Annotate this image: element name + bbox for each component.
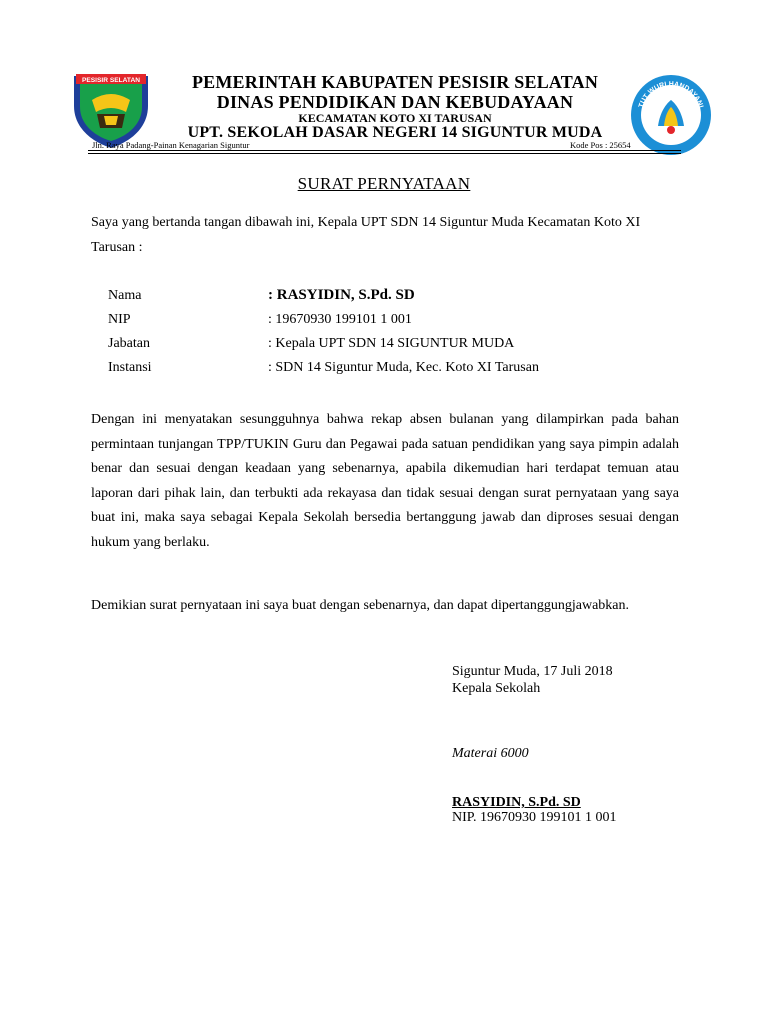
pesisir-selatan-logo — [70, 70, 152, 150]
identity-label-nama: Nama — [108, 288, 142, 303]
statement-paragraph: Dengan ini menyatakan sesungguhnya bahwa rekap absen bulanan yang dilampirkan pada bahan permintaan tunjangan TPP/TUKIN Guru dan Pegawai pada satuan pendidikan yang saya pimpin adalah benar dan sesuai dengan keadaan yang sebenarnya, apabila dikemudian hari terdapat temuan atau laporan dari pihak lain, dan terbukti ada rekayasa dan tidak sesuai dengan surat pernyataan yang saya buat ini, maka saya sebagai Kepala Sekolah bersedia bertanggung jawab dan diproses sesuai dengan hukum yang berlaku. — [91, 412, 679, 550]
closing-paragraph: Demikian surat pernyataan ini saya buat dengan sebenarnya, dan dapat dipertanggungjawabkan. — [91, 598, 630, 613]
signature-place-date: Siguntur Muda, 17 Juli 2018 — [452, 664, 613, 679]
svg-text:PESISIR SELATAN: PESISIR SELATAN — [81, 77, 141, 84]
signatory-name: RASYIDIN, S.Pd. SD — [452, 795, 581, 810]
identity-value-instansi: : SDN 14 Siguntur Muda, Kec. Koto XI Tarusan — [268, 360, 539, 375]
tut-wuri-handayani-logo — [628, 72, 714, 158]
signature-position: Kepala Sekolah — [452, 681, 541, 696]
letterhead-address: Jln. Raya Padang-Painan Kenagarian Siguntur — [92, 140, 250, 150]
stamp-placeholder: Materai 6000 — [452, 746, 529, 761]
identity-value-nip: : 19670930 199101 1 001 — [268, 312, 412, 327]
document-title: SURAT PERNYATAAN — [297, 174, 471, 193]
letterhead-line-3: KECAMATAN KOTO XI TARUSAN — [298, 111, 492, 125]
intro-paragraph: Saya yang bertanda tangan dibawah ini, Kepala UPT SDN 14 Siguntur Muda Kecamatan Koto XI Tarusan : — [91, 215, 641, 255]
identity-value-nama: : RASYIDIN, S.Pd. SD — [268, 287, 415, 303]
letterhead-line-2: DINAS PENDIDIKAN DAN KEBUDAYAAN — [216, 92, 574, 112]
signatory-nip: NIP. 19670930 199101 1 001 — [452, 810, 617, 825]
letterhead-rule-thin — [88, 153, 681, 154]
letterhead-rule — [88, 150, 681, 151]
identity-label-instansi: Instansi — [108, 360, 152, 375]
identity-label-jabatan: Jabatan — [108, 336, 150, 351]
identity-label-nip: NIP — [108, 312, 131, 327]
letterhead-line-4: UPT. SEKOLAH DASAR NEGERI 14 SIGUNTUR MUDA — [187, 124, 603, 141]
svg-text:TUT WURI HANDAYANI: TUT WURI HANDAYANI — [638, 80, 704, 109]
letterhead-line-1: PEMERINTAH KABUPATEN PESISIR SELATAN — [191, 72, 599, 92]
letterhead-postal-code: Kode Pos : 25654 — [570, 140, 631, 150]
identity-value-jabatan: : Kepala UPT SDN 14 SIGUNTUR MUDA — [268, 336, 515, 351]
